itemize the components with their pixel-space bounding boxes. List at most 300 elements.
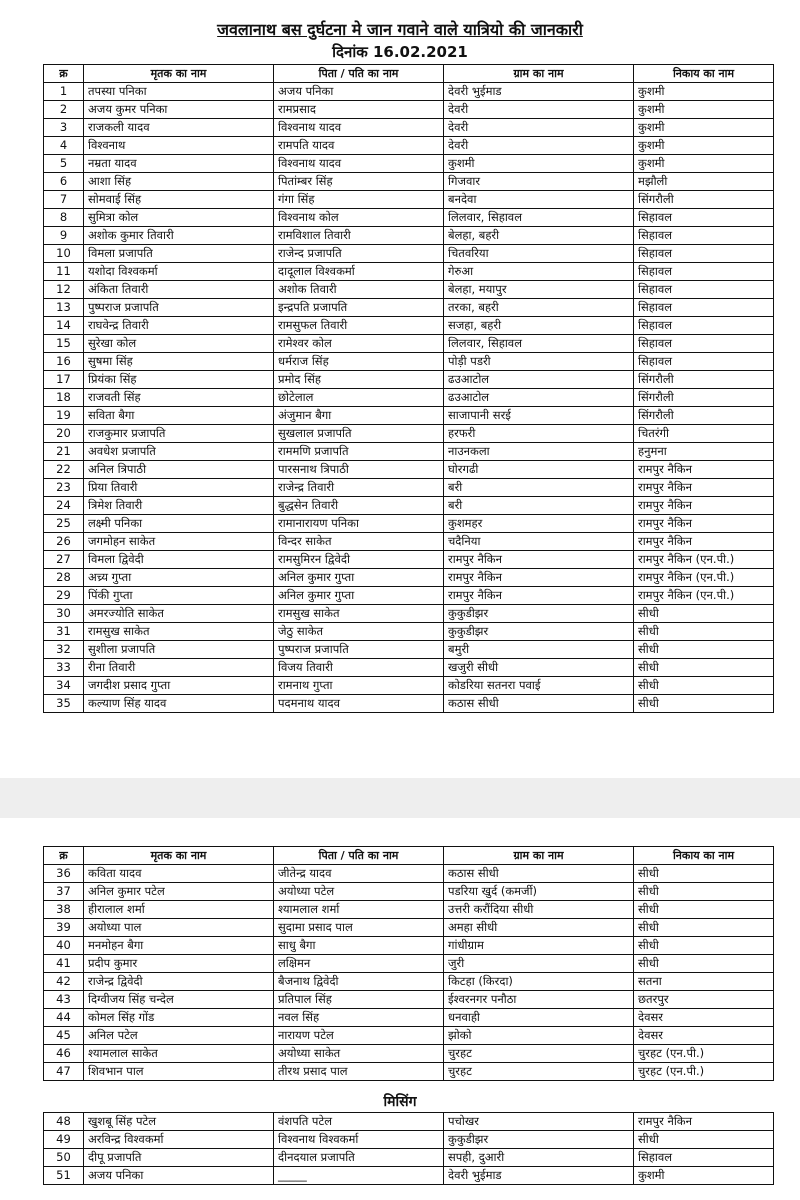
cell-deceased-name: प्रियंका सिंह [84,371,274,389]
cell-body-name: देवसर [634,1009,774,1027]
cell-serial: 24 [44,497,84,515]
table-row [44,281,774,299]
header-deceased-name: मृतक का नाम [84,65,274,83]
cell-village-name: बरी [444,479,634,497]
cell-deceased-name: सोमवाई सिंह [84,191,274,209]
cell-body-name: देवसर [634,1027,774,1045]
cell-deceased-name: प्रिया तिवारी [84,479,274,497]
cell-village-name: घोरगढी [444,461,634,479]
cell-deceased-name: अयोध्या पाल [84,919,274,937]
cell-father-husband-name: पुष्पराज प्रजापति [274,641,444,659]
cell-village-name: नाउनकला [444,443,634,461]
cell-father-husband-name: रामेश्वर कोल [274,335,444,353]
cell-deceased-name: राजकुमार प्रजापति [84,425,274,443]
cell-serial: 22 [44,461,84,479]
cell-father-husband-name: सुखलाल प्रजापति [274,425,444,443]
cell-village-name: चदैनिया [444,533,634,551]
cell-father-husband-name: विश्वनाथ कोल [274,209,444,227]
table-body [44,865,774,1081]
header-deceased-name: मृतक का नाम [84,847,274,865]
cell-village-name: जुरी [444,955,634,973]
cell-father-husband-name: बैजनाथ द्विवेदी [274,973,444,991]
cell-father-husband-name: विश्वनाथ यादव [274,155,444,173]
cell-father-husband-name: _____ [274,1167,444,1185]
cell-body-name: कुशमी [634,83,774,101]
cell-body-name: सतना [634,973,774,991]
table-row [44,1009,774,1027]
cell-deceased-name: सुषमा सिंह [84,353,274,371]
table-body [44,1113,774,1185]
table-header-row [44,847,774,865]
cell-deceased-name: पिंकी गुप्ता [84,587,274,605]
cell-deceased-name: श्यामलाल साकेत [84,1045,274,1063]
cell-deceased-name: सुमित्रा कोल [84,209,274,227]
cell-body-name: चुरहट (एन.पी.) [634,1045,774,1063]
cell-body-name: सिहावल [634,299,774,317]
cell-deceased-name: सुरेखा कोल [84,335,274,353]
cell-deceased-name: कविता यादव [84,865,274,883]
cell-village-name: गांधीग्राम [444,937,634,955]
table-row [44,937,774,955]
cell-father-husband-name: अनिल कुमार गुप्ता [274,569,444,587]
cell-deceased-name: विश्वनाथ [84,137,274,155]
cell-village-name: देवरी [444,119,634,137]
cell-village-name: बेलहा, बहरी [444,227,634,245]
missing-table [43,1112,774,1185]
cell-serial: 46 [44,1045,84,1063]
table-row [44,641,774,659]
cell-father-husband-name: अयोध्या साकेत [274,1045,444,1063]
cell-deceased-name: मनमोहन बैगा [84,937,274,955]
cell-village-name: अमहा सीधी [444,919,634,937]
cell-serial: 31 [44,623,84,641]
cell-serial: 12 [44,281,84,299]
cell-body-name: सिहावल [634,353,774,371]
cell-body-name: सीधी [634,955,774,973]
cell-father-husband-name: तीरथ प्रसाद पाल [274,1063,444,1081]
cell-deceased-name: अनिल कुमार पटेल [84,883,274,901]
cell-village-name: साजापानी सरई [444,407,634,425]
cell-body-name: छतरपुर [634,991,774,1009]
cell-serial: 29 [44,587,84,605]
cell-father-husband-name: अंजुमान बैगा [274,407,444,425]
table-row [44,695,774,713]
cell-deceased-name: अमरज्योति साकेत [84,605,274,623]
cell-deceased-name: राजकली यादव [84,119,274,137]
cell-serial: 49 [44,1131,84,1149]
cell-deceased-name: राजवती सिंह [84,389,274,407]
cell-body-name: सिहावल [634,245,774,263]
header-father-husband-name: पिता / पति का नाम [274,847,444,865]
table-row [44,973,774,991]
cell-village-name: देवरी भुईमाड [444,83,634,101]
cell-serial: 8 [44,209,84,227]
cell-father-husband-name: विश्वनाथ यादव [274,119,444,137]
cell-deceased-name: अच्र्य गुप्ता [84,569,274,587]
cell-body-name: सीधी [634,919,774,937]
cell-father-husband-name: रामसुख साकेत [274,605,444,623]
page-separator [0,778,800,818]
table-row [44,335,774,353]
cell-village-name: रामपुर नैकिन [444,569,634,587]
table-row [44,353,774,371]
cell-father-husband-name: रामप्रसाद [274,101,444,119]
cell-father-husband-name: रामसुफल तिवारी [274,317,444,335]
cell-body-name: सिंगरौली [634,371,774,389]
cell-serial: 20 [44,425,84,443]
cell-body-name: कुशमी [634,155,774,173]
cell-father-husband-name: रामविशाल तिवारी [274,227,444,245]
cell-village-name: कोडरिया सतनरा पवाई [444,677,634,695]
cell-father-husband-name: बुद्धसेन तिवारी [274,497,444,515]
cell-father-husband-name: धर्मराज सिंह [274,353,444,371]
table-row [44,551,774,569]
cell-serial: 51 [44,1167,84,1185]
table-row [44,1131,774,1149]
cell-body-name: सीधी [634,659,774,677]
cell-father-husband-name: नवल सिंह [274,1009,444,1027]
cell-village-name: तरका, बहरी [444,299,634,317]
cell-deceased-name: दिग्वीजय सिंह चन्देल [84,991,274,1009]
cell-deceased-name: तपस्या पनिका [84,83,274,101]
cell-serial: 1 [44,83,84,101]
cell-body-name: कुशमी [634,1167,774,1185]
table-row [44,461,774,479]
cell-serial: 35 [44,695,84,713]
cell-village-name: पोड़ी पडरी [444,353,634,371]
cell-body-name: सीधी [634,677,774,695]
cell-serial: 27 [44,551,84,569]
cell-deceased-name: अजय कुमर पनिका [84,101,274,119]
cell-father-husband-name: रामसुमिरन द्विवेदी [274,551,444,569]
cell-father-husband-name: राजेन्द प्रजापति [274,245,444,263]
cell-body-name: रामपुर नैकिन [634,461,774,479]
missing-heading: मिसिंग [383,1094,417,1110]
cell-serial: 30 [44,605,84,623]
cell-body-name: सिहावल [634,281,774,299]
cell-father-husband-name: नारायण पटेल [274,1027,444,1045]
cell-body-name: सिंगरौली [634,191,774,209]
cell-deceased-name: पुष्पराज प्रजापति [84,299,274,317]
table-row [44,659,774,677]
cell-serial: 23 [44,479,84,497]
cell-village-name: ईश्वरनगर पनौठा [444,991,634,1009]
table-row [44,371,774,389]
cell-serial: 47 [44,1063,84,1081]
cell-deceased-name: शिवभान पाल [84,1063,274,1081]
cell-father-husband-name: प्रतिपाल सिंह [274,991,444,1009]
table-row [44,1149,774,1167]
cell-father-husband-name: पारसनाथ त्रिपाठी [274,461,444,479]
cell-deceased-name: अनिल पटेल [84,1027,274,1045]
table-row [44,677,774,695]
cell-deceased-name: कल्याण सिंह यादव [84,695,274,713]
cell-father-husband-name: प्रमोद सिंह [274,371,444,389]
cell-deceased-name: राघवेन्द्र तिवारी [84,317,274,335]
cell-serial: 15 [44,335,84,353]
cell-village-name: चुरहट [444,1063,634,1081]
cell-serial: 26 [44,533,84,551]
cell-deceased-name: सुशीला प्रजापति [84,641,274,659]
table-row [44,155,774,173]
cell-body-name: सिहावल [634,227,774,245]
table-row [44,209,774,227]
cell-serial: 19 [44,407,84,425]
cell-deceased-name: जगदीश प्रसाद गुप्ता [84,677,274,695]
cell-serial: 43 [44,991,84,1009]
cell-village-name: कठास सीधी [444,695,634,713]
table-row [44,137,774,155]
cell-deceased-name: रामसुख साकेत [84,623,274,641]
cell-body-name: सीधी [634,641,774,659]
table-row [44,605,774,623]
cell-serial: 4 [44,137,84,155]
cell-body-name: रामपुर नैकिन [634,515,774,533]
table-row [44,919,774,937]
cell-village-name: देवरी [444,137,634,155]
document-title: जवलानाथ बस दुर्घटना मे जान गवाने वाले यात्रियो की जानकारी [217,20,583,39]
cell-body-name: हनुमना [634,443,774,461]
cell-serial: 34 [44,677,84,695]
table-row [44,425,774,443]
cell-body-name: रामपुर नैकिन [634,1113,774,1131]
table-row [44,955,774,973]
cell-body-name: रामपुर नैकिन [634,533,774,551]
cell-deceased-name: अजय पनिका [84,1167,274,1185]
cell-father-husband-name: पदमनाथ यादव [274,695,444,713]
cell-deceased-name: अनिल त्रिपाठी [84,461,274,479]
cell-body-name: सिहावल [634,317,774,335]
cell-body-name: सिहावल [634,263,774,281]
cell-serial: 40 [44,937,84,955]
cell-deceased-name: अवधेश प्रजापति [84,443,274,461]
cell-father-husband-name: साधु बैगा [274,937,444,955]
victims-table-2 [43,846,774,1081]
cell-village-name: उत्तरी करौंदिया सीधी [444,901,634,919]
cell-body-name: सीधी [634,605,774,623]
cell-serial: 33 [44,659,84,677]
header-village-name: ग्राम का नाम [444,65,634,83]
cell-body-name: कुशमी [634,101,774,119]
cell-village-name: कठास सीधी [444,865,634,883]
cell-village-name: धनवाही [444,1009,634,1027]
table-row [44,191,774,209]
table-row [44,865,774,883]
cell-deceased-name: राजेन्द्र द्विवेदी [84,973,274,991]
cell-village-name: कुकुडीझर [444,1131,634,1149]
cell-father-husband-name: लक्षिमन [274,955,444,973]
table-row [44,1113,774,1131]
cell-village-name: हरफरी [444,425,634,443]
cell-deceased-name: आशा सिंह [84,173,274,191]
cell-village-name: चुरहट [444,1045,634,1063]
cell-deceased-name: दीपू प्रजापति [84,1149,274,1167]
cell-body-name: सीधी [634,623,774,641]
header-village-name: ग्राम का नाम [444,847,634,865]
cell-serial: 18 [44,389,84,407]
header-father-husband-name: पिता / पति का नाम [274,65,444,83]
table-row [44,1167,774,1185]
cell-body-name: सीधी [634,695,774,713]
cell-body-name: मझौली [634,173,774,191]
cell-deceased-name: विमला प्रजापति [84,245,274,263]
cell-father-husband-name: रामपति यादव [274,137,444,155]
cell-deceased-name: हीरालाल शर्मा [84,901,274,919]
cell-serial: 39 [44,919,84,937]
header-serial: क्र [44,65,84,83]
cell-deceased-name: कोमल सिंह गोंड [84,1009,274,1027]
table-row [44,569,774,587]
table-row [44,533,774,551]
table-row [44,263,774,281]
cell-deceased-name: खुशबू सिंह पटेल [84,1113,274,1131]
cell-deceased-name: अशोक कुमार तिवारी [84,227,274,245]
cell-village-name: झोको [444,1027,634,1045]
table-row [44,1045,774,1063]
cell-father-husband-name: इन्द्रपति प्रजापति [274,299,444,317]
table-row [44,317,774,335]
cell-father-husband-name: सुदामा प्रसाद पाल [274,919,444,937]
cell-village-name: खजुरी सीधी [444,659,634,677]
cell-village-name: बमुरी [444,641,634,659]
cell-village-name: गेरुआ [444,263,634,281]
cell-father-husband-name: जीतेन्द्र यादव [274,865,444,883]
cell-body-name: सिहावल [634,335,774,353]
table-row [44,119,774,137]
cell-father-husband-name: अयोध्या पटेल [274,883,444,901]
table-row [44,991,774,1009]
table-body [44,83,774,713]
table-row [44,1063,774,1081]
cell-village-name: पडरिया खुर्द (कमर्जी) [444,883,634,901]
cell-father-husband-name: राजेन्द्र तिवारी [274,479,444,497]
cell-body-name: सिंगरौली [634,407,774,425]
cell-body-name: सीधी [634,883,774,901]
table-row [44,623,774,641]
cell-village-name: कुकुडीझर [444,605,634,623]
cell-body-name: कुशमी [634,137,774,155]
cell-serial: 36 [44,865,84,883]
cell-serial: 10 [44,245,84,263]
cell-deceased-name: नम्रता यादव [84,155,274,173]
cell-village-name: चितवरिया [444,245,634,263]
cell-serial: 2 [44,101,84,119]
cell-body-name: सीधी [634,865,774,883]
cell-body-name: रामपुर नैकिन (एन.पी.) [634,551,774,569]
cell-father-husband-name: छोटेलाल [274,389,444,407]
cell-serial: 37 [44,883,84,901]
cell-body-name: चुरहट (एन.पी.) [634,1063,774,1081]
cell-father-husband-name: अनिल कुमार गुप्ता [274,587,444,605]
table-row [44,883,774,901]
cell-father-husband-name: विजय तिवारी [274,659,444,677]
cell-father-husband-name: पितांम्बर सिंह [274,173,444,191]
cell-village-name: ढउआटोल [444,389,634,407]
cell-deceased-name: अरविन्द्र विश्वकर्मा [84,1131,274,1149]
victims-table-1 [43,64,774,713]
table-row [44,1027,774,1045]
cell-body-name: रामपुर नैकिन [634,497,774,515]
table-header-row [44,65,774,83]
cell-deceased-name: त्रिमेश तिवारी [84,497,274,515]
cell-serial: 13 [44,299,84,317]
cell-village-name: पचोखर [444,1113,634,1131]
header-body-name: निकाय का नाम [634,65,774,83]
cell-body-name: सीधी [634,1131,774,1149]
cell-serial: 17 [44,371,84,389]
cell-serial: 48 [44,1113,84,1131]
cell-father-husband-name: जेठु साकेत [274,623,444,641]
cell-village-name: सजहा, बहरी [444,317,634,335]
cell-serial: 50 [44,1149,84,1167]
table-row [44,227,774,245]
cell-village-name: गिजवार [444,173,634,191]
cell-serial: 3 [44,119,84,137]
cell-serial: 28 [44,569,84,587]
table-row [44,407,774,425]
cell-body-name: सीधी [634,901,774,919]
cell-serial: 6 [44,173,84,191]
cell-serial: 44 [44,1009,84,1027]
cell-serial: 5 [44,155,84,173]
cell-serial: 11 [44,263,84,281]
cell-body-name: सिहावल [634,209,774,227]
cell-body-name: चितरंगी [634,425,774,443]
cell-village-name: कुकुडीझर [444,623,634,641]
cell-village-name: सपही, दुआरी [444,1149,634,1167]
cell-village-name: ढउआटोल [444,371,634,389]
cell-body-name: सिहावल [634,1149,774,1167]
cell-deceased-name: विमला द्विवेदी [84,551,274,569]
cell-deceased-name: जगमोहन साकेत [84,533,274,551]
table-row [44,173,774,191]
cell-father-husband-name: विन्दर साकेत [274,533,444,551]
cell-deceased-name: प्रदीप कुमार [84,955,274,973]
cell-father-husband-name: राममणि प्रजापति [274,443,444,461]
cell-body-name: रामपुर नैकिन (एन.पी.) [634,569,774,587]
cell-serial: 21 [44,443,84,461]
cell-serial: 16 [44,353,84,371]
cell-serial: 41 [44,955,84,973]
cell-village-name: लिलवार, सिहावल [444,209,634,227]
cell-village-name: बेलहा, मयापुर [444,281,634,299]
cell-village-name: रामपुर नैकिन [444,551,634,569]
cell-father-husband-name: श्यामलाल शर्मा [274,901,444,919]
cell-serial: 14 [44,317,84,335]
cell-village-name: कुशमी [444,155,634,173]
cell-serial: 45 [44,1027,84,1045]
table-row [44,245,774,263]
table-row [44,101,774,119]
cell-village-name: लिलवार, सिहावल [444,335,634,353]
cell-serial: 25 [44,515,84,533]
cell-father-husband-name: रामानारायण पनिका [274,515,444,533]
table-row [44,479,774,497]
table-row [44,443,774,461]
cell-father-husband-name: गंगा सिंह [274,191,444,209]
cell-village-name: बनदेवा [444,191,634,209]
cell-village-name: देवरी [444,101,634,119]
cell-father-husband-name: विश्वनाथ विश्वकर्मा [274,1131,444,1149]
header-body-name: निकाय का नाम [634,847,774,865]
cell-father-husband-name: दादूलाल विश्वकर्मा [274,263,444,281]
table-row [44,901,774,919]
cell-village-name: किटहा (किरदा) [444,973,634,991]
header-serial: क्र [44,847,84,865]
cell-serial: 32 [44,641,84,659]
document-date: दिनांक 16.02.2021 [332,43,468,61]
cell-father-husband-name: वंशपति पटेल [274,1113,444,1131]
